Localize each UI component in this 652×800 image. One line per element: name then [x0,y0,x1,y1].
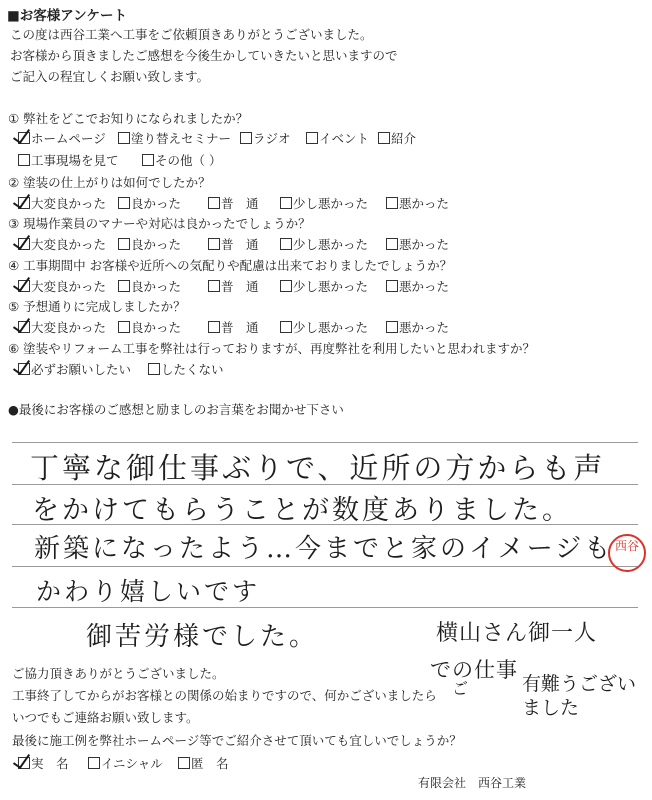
checkbox[interactable] [280,197,292,209]
question-5: ⑤ 予想通りに完成しましたか？ [8,299,186,314]
publish-option-anonymous[interactable]: 匿 名 [178,754,229,772]
checkbox[interactable] [280,280,292,292]
publish-option-initials[interactable]: イニシャル [88,754,163,772]
q2-option-average[interactable]: 普 通 [208,194,259,212]
checkbox[interactable] [118,197,130,209]
q1-option-site[interactable]: 工事現場を見て [18,151,119,169]
checkbox[interactable] [208,280,220,292]
q1-option-seminar[interactable]: 塗り替えセミナー [118,129,231,147]
q5-option-good[interactable]: 良かった [118,318,181,336]
q5-option-average[interactable]: 普 通 [208,318,259,336]
q6-option-definitely[interactable]: 必ずお願いしたい [18,360,131,378]
closing-line-4: 最後に施工例を弊社ホームページ等でご紹介させて頂いても宜しいでしょうか？ [12,733,462,748]
checkbox[interactable] [142,154,154,166]
question-3-options [18,235,638,253]
q5-option-slightly-bad[interactable]: 少し悪かった [280,318,368,336]
company-seal-stamp: 西谷 [608,534,646,572]
question-5-options [18,318,638,336]
q3-option-very-good[interactable]: 大変良かった [18,235,106,253]
handwritten-line-1: 丁寧な御仕事ぶりで、近所の方からも声 [30,451,606,485]
survey-title: ■お客様アンケート [7,8,127,24]
question-4-options [18,277,638,295]
closing-line-2: 工事終了してからがお客様との関係の始まりですので、何かございましたら [12,688,437,703]
checkbox-checked[interactable] [18,132,30,144]
intro-line-3: ご記入の程宜しくお願い致します。 [10,69,210,84]
q1-option-other[interactable]: その他（ ） [142,151,221,169]
q3-option-bad[interactable]: 悪かった [386,235,449,253]
closing-line-1: ご協力頂きありがとうございました。 [12,666,225,681]
q2-option-slightly-bad[interactable]: 少し悪かった [280,194,368,212]
checkbox-checked[interactable] [18,363,30,375]
q3-option-good[interactable]: 良かった [118,235,181,253]
q4-option-slightly-bad[interactable]: 少し悪かった [280,277,368,295]
question-2: ② 塗装の仕上がりは如何でしたか？ [8,175,211,190]
ruled-line [12,566,638,567]
checkbox[interactable] [148,363,160,375]
q4-option-good[interactable]: 良かった [118,277,181,295]
checkbox[interactable] [240,132,252,144]
handwritten-line-3: 新築になったよう…今までと家のイメージも [34,534,614,564]
checkbox-checked[interactable] [18,280,30,292]
company-name: 有限会社 西谷工業 [418,776,527,790]
question-4: ④ 工事期間中 お客様や近所への気配りや配慮は出来ておりましたでしょうか？ [8,258,453,273]
question-6-options [18,360,638,378]
closing-line-3: いつでもご連絡お願い致します。 [12,710,199,725]
publish-options [18,754,318,772]
q5-option-bad[interactable]: 悪かった [386,318,449,336]
handwritten-line-7: での仕事 [430,658,518,682]
checkbox[interactable] [378,132,390,144]
q2-option-good[interactable]: 良かった [118,194,181,212]
comment-section-title: ●最後にお客様のご感想と励ましのお言葉をお聞かせ下さい [8,402,344,417]
q3-option-slightly-bad[interactable]: 少し悪かった [280,235,368,253]
q5-option-very-good[interactable]: 大変良かった [18,318,106,336]
checkbox[interactable] [118,321,130,333]
checkbox[interactable] [118,280,130,292]
publish-option-real-name[interactable]: 実 名 [18,754,69,772]
checkbox[interactable] [208,197,220,209]
checkbox[interactable] [386,321,398,333]
q2-option-bad[interactable]: 悪かった [386,194,449,212]
handwritten-line-9: ご [452,679,472,698]
q1-option-referral[interactable]: 紹介 [378,129,416,147]
intro-line-1: この度は西谷工業へ工事をご依頼頂きありがとうございました。 [10,27,373,42]
q1-option-radio[interactable]: ラジオ [240,129,291,147]
checkbox[interactable] [280,238,292,250]
checkbox-checked[interactable] [18,197,30,209]
question-3: ③ 現場作業員のマナーや対応は良かったでしょうか？ [8,216,311,231]
checkbox[interactable] [208,321,220,333]
checkbox[interactable] [306,132,318,144]
checkbox-checked[interactable] [18,321,30,333]
q1-option-homepage[interactable]: ホームページ [18,129,106,147]
q6-option-no[interactable]: したくない [148,360,224,378]
checkbox[interactable] [386,280,398,292]
question-1-options [18,129,638,173]
handwritten-line-6: 横山さん御一人 [436,621,598,646]
checkbox[interactable] [386,238,398,250]
question-2-options [18,194,638,212]
intro-line-2: お客様から頂きましたご感想を今後生かしていきたいと思いますので [10,48,398,63]
handwritten-line-5: 御苦労様でした。 [86,622,319,652]
q3-option-average[interactable]: 普 通 [208,235,259,253]
checkbox[interactable] [118,238,130,250]
q1-option-event[interactable]: イベント [306,129,369,147]
checkbox[interactable] [280,321,292,333]
handwritten-line-2: をかけてもらうことが数度ありました。 [32,495,572,526]
checkbox[interactable] [178,757,190,769]
checkbox[interactable] [386,197,398,209]
q4-option-average[interactable]: 普 通 [208,277,259,295]
checkbox-checked[interactable] [18,757,30,769]
handwritten-line-4: かわり嬉しいです [36,577,261,606]
checkbox[interactable] [208,238,220,250]
q4-option-bad[interactable]: 悪かった [386,277,449,295]
question-6: ⑥ 塗装やリフォーム工事を弊社は行っておりますが、再度弊社を利用したいと思われますか？ [8,341,536,356]
q2-option-very-good[interactable]: 大変良かった [18,194,106,212]
question-1: ① 弊社をどこでお知りになられましたか？ [8,111,249,126]
checkbox[interactable] [18,154,30,166]
checkbox[interactable] [88,757,100,769]
handwritten-line-8: 有難うございました [522,673,637,719]
checkbox-checked[interactable] [18,238,30,250]
checkbox[interactable] [118,132,130,144]
ruled-line [12,442,638,443]
q4-option-very-good[interactable]: 大変良かった [18,277,106,295]
